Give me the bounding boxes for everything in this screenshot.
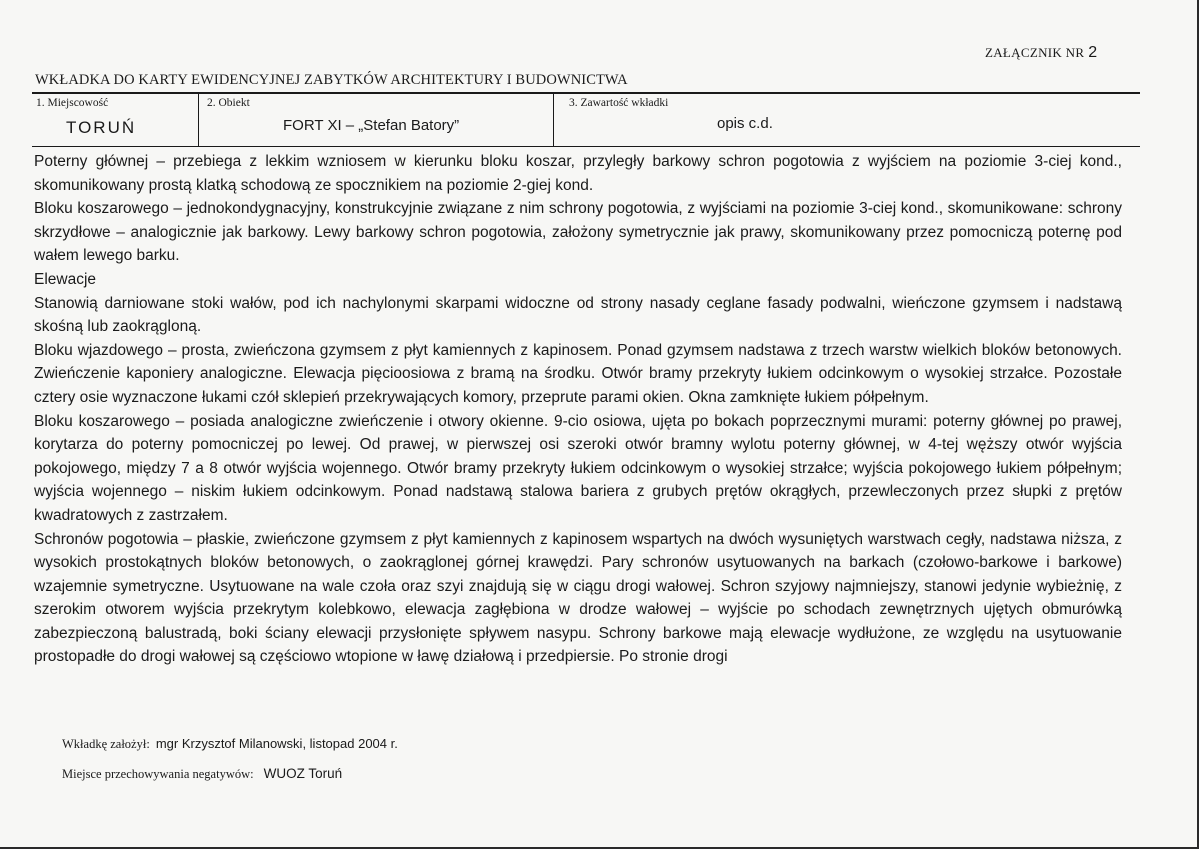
negatives-label: Miejsce przechowywania negatywów: bbox=[62, 767, 254, 781]
paragraph-barracks-block: Bloku koszarowego – jednokondygnacyjny, konstrukcyjnie związane z nim schrony pogotowia, z wyjściami na poziomie 3-ciej kond., skomunikowane: schrony skrzydłowe – analogicznie jak barkowy. Lewy barkowy schron pogotowia, założony symetrycznie jak prawy, skomunikowany przez pomocniczą poternę pod wałem lewego barku. bbox=[34, 200, 1122, 265]
object-cell bbox=[198, 94, 554, 146]
author-value: mgr Krzysztof Milanowski, listopad 2004 r. bbox=[155, 736, 398, 751]
attachment-label: ZAŁĄCZNIK NR bbox=[985, 45, 1085, 60]
locality-label: 1. Miejscowość bbox=[36, 97, 109, 109]
section-heading-elevations: Elewacje bbox=[34, 270, 97, 288]
locality-value: TORUŃ bbox=[66, 118, 137, 137]
contents-value: opis c.d. bbox=[717, 115, 773, 132]
contents-label: 3. Zawartość wkładki bbox=[569, 97, 669, 109]
object-label: 2. Obiekt bbox=[207, 97, 250, 109]
paragraph-entrance-block: Bloku wjazdowego – prosta, zwieńczona gzymsem z płyt kamiennych z kapinosem. Ponad gzymsem nadstawa z trzech warstw wielkich bloków betonowych. Zwieńczenie kaponiery analogiczne. Elewacja pięcioosiowa z bramą na środku. Otwór bramy przekryty łukiem odcinkowym o wysokiej strzałce. Pozostałe cztery osie wyznaczone łukami czół sklepień przekrywających komory, przeprute parami okien. Okna zamknięte łukiem półpełnym. bbox=[34, 341, 1122, 406]
paragraph-barracks-elevation: Bloku koszarowego – posiada analogiczne zwieńczenie i otwory okienne. 9-cio osiowa, ujęta po bokach poprzecznymi murami: poterny głównej po prawej, korytarza do poterny pomocniczej po lewej. Od prawej, w pierwszej osi szeroki otwór bramny wylotu poterny głównej, w 4-tej węższy otwór wyjścia pokojowego, między 7 a 8 otwór wyjścia wojennego. Otwór bramy przekryty łukiem odcinkowym o wysokiej strzałce; wyjścia pokojowego łukiem półpełnym; wyjścia wojennego – niskim łukiem odcinkowym. Ponad nadstawą stalowa bariera z grubych prętów okrągłych, przewleczonych przez słupki z prętów kwadratowych z zastrzałem. bbox=[34, 412, 1122, 524]
header-table bbox=[32, 92, 1140, 147]
attachment-number bbox=[985, 44, 1098, 62]
object-value: FORT XI – „Stefan Batory” bbox=[283, 117, 460, 134]
negatives-value: WUOZ Toruń bbox=[263, 766, 343, 781]
negatives-line bbox=[62, 766, 342, 782]
author-line bbox=[62, 736, 398, 752]
paragraph-main-postern: Poterny głównej – przebiega z lekkim wzniosem w kierunku bloku koszar, przyległy barkowy schron pogotowia z wyjściem na poziomie 3-ciej kond., skomunikowany prostą klatką schodową ze spocznikiem na poziomie 2-giej kond. bbox=[34, 153, 1122, 194]
locality-cell bbox=[32, 94, 198, 146]
contents-cell bbox=[553, 94, 1141, 146]
paragraph-shelters: Schronów pogotowia – płaskie, zwieńczone gzymsem z płyt kamiennych z kapinosem wspartych na dwóch wysuniętych warstwach cegły, nadstawa niższa, z wysokich prostokątnych bloków betonowych, o zaokrąglonej górnej krawędzi. Pary schronów usytuowanych na barkach (czołowo-barkowe i barkowe) wzajemnie symetryczne. Usytuowane na wale czoła oraz szyi znajdują się w ciągu drogi wałowej. Schron szyjowy najmniejszy, stanowi jedynie wybieżnię, z szerokim otworem wyjścia przekrytym kolebkowo, elewacja zagłębiona w drodze wałowej – wyjście po schodach zewnętrznych ujętych obmurówką zabezpieczoną balustradą, boki ściany elewacji przysłonięte spływem nasypu. Schrony barkowe mają elewacje wydłużone, ze względu na usytuowanie prostopadłe do drogi wałowej są częściowo wtopione w ławę działową i przedpiersie. Po stronie drogi bbox=[34, 530, 1122, 666]
paragraph-elevations-intro: Stanowią darniowane stoki wałów, pod ich nachylonymi skarpami widoczne od strony nasady ceglane fasady podwalni, wieńczone gzymsem i nadstawą skośną lub zaokrągloną. bbox=[34, 294, 1122, 336]
form-title: WKŁADKA DO KARTY EWIDENCYJNEJ ZABYTKÓW ARCHITEKTURY I BUDOWNICTWA bbox=[35, 72, 628, 88]
attachment-value: 2 bbox=[1088, 44, 1098, 61]
description-body bbox=[34, 150, 1122, 738]
author-label: Wkładkę założył: bbox=[62, 737, 150, 751]
